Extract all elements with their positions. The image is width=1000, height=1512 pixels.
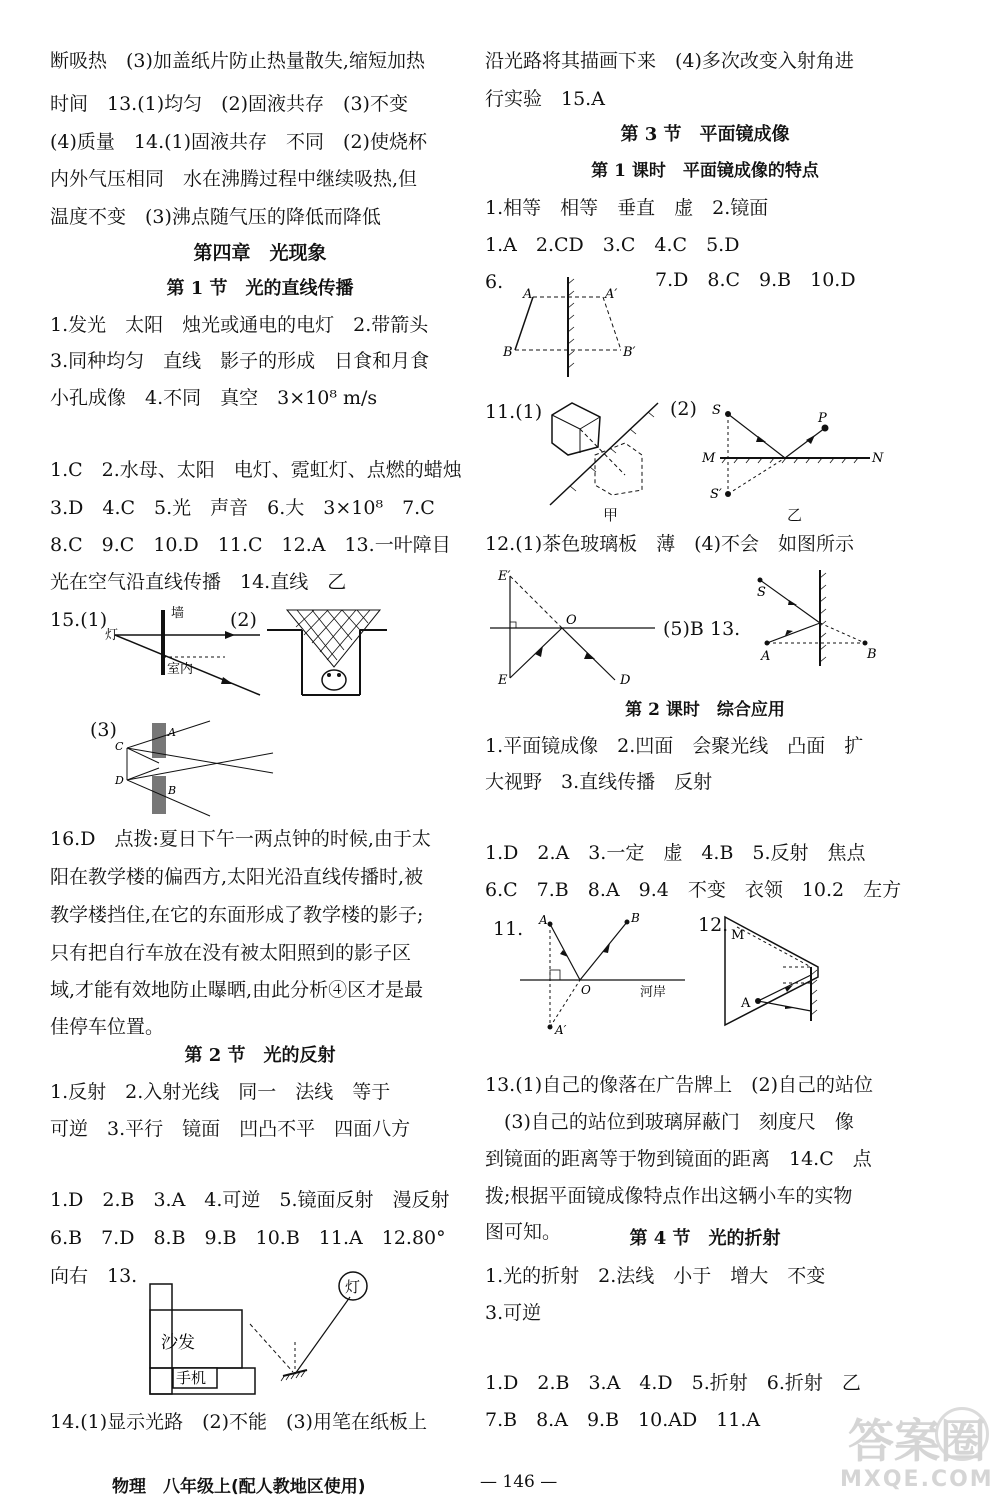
point-b: B bbox=[631, 911, 640, 925]
point-s: S bbox=[712, 403, 721, 418]
sofa-label: 沙发 bbox=[161, 1333, 195, 1353]
q13-figure bbox=[755, 568, 885, 668]
text-line: 到镜面的距离等于物到镜面的距离 14.C 点 bbox=[485, 1148, 872, 1170]
answer-line: 6.B 7.D 8.B 9.B 10.B 11.A 12.80° bbox=[50, 1227, 446, 1249]
point-c: C bbox=[115, 740, 124, 753]
point-d: D bbox=[115, 774, 124, 787]
room-label: 室内 bbox=[167, 662, 194, 677]
point-d: D bbox=[620, 673, 631, 688]
figure-caption: 乙 bbox=[787, 506, 803, 524]
question-label: 11.(1) bbox=[485, 401, 543, 423]
answer-line: 6.C 7.B 8.A 9.4 不变 衣领 10.2 左方 bbox=[485, 879, 902, 901]
text-line: 拨;根据平面镜成像特点作出这辆小车的实物 bbox=[485, 1185, 853, 1207]
q13-figure bbox=[145, 1262, 425, 1402]
point-b: B bbox=[503, 345, 513, 360]
text-line: 内外气压相同 水在沸腾过程中继续吸热,但 bbox=[50, 168, 418, 190]
frog-icon bbox=[322, 670, 346, 690]
point-b: B bbox=[168, 784, 177, 797]
answer-line: 1.D 2.A 3.一定 虚 4.B 5.反射 焦点 bbox=[485, 842, 866, 864]
section-title: 第 3 节 平面镜成像 bbox=[620, 124, 790, 145]
answer-line: 光在空气沿直线传播 14.直线 乙 bbox=[50, 571, 347, 593]
q15-figure-3 bbox=[115, 718, 275, 818]
text-line: 断吸热 (3)加盖纸片防止热量散失,缩短加热 bbox=[50, 50, 425, 72]
point-o: O bbox=[566, 613, 577, 628]
point-s: S bbox=[757, 585, 766, 600]
q15-figure-2 bbox=[262, 605, 392, 700]
text-line: 沿光路将其描画下来 (4)多次改变入射角进 bbox=[485, 50, 854, 72]
answer-line: 1.A 2.CD 3.C 4.C 5.D bbox=[485, 234, 740, 256]
phone-label: 手机 bbox=[176, 1369, 207, 1387]
point-b: B bbox=[867, 647, 877, 662]
text-line: 1.反射 2.入射光线 同一 法线 等于 bbox=[50, 1081, 391, 1103]
q11-figure-1 bbox=[540, 395, 665, 520]
text-line: 1.发光 太阳 烛光或通电的电灯 2.带箭头 bbox=[50, 314, 429, 336]
text-line: 图可知。 bbox=[485, 1221, 562, 1243]
text-line: 1.平面镜成像 2.凹面 会聚光线 凸面 扩 bbox=[485, 735, 864, 757]
text-line: (4)质量 14.(1)固液共存 不同 (2)使烧杯 bbox=[50, 131, 427, 153]
section-title: 第 4 节 光的折射 bbox=[629, 1228, 781, 1249]
text-line: 佳停车位置。 bbox=[50, 1016, 165, 1038]
point-p: P bbox=[818, 411, 827, 426]
text-line: 大视野 3.直线传播 反射 bbox=[485, 771, 713, 793]
text-line: 教学楼挡住,在它的东面形成了教学楼的影子; bbox=[50, 904, 424, 926]
point-a: A bbox=[761, 649, 771, 664]
text-line: 13.(1)自己的像落在广告牌上 (2)自己的站位 bbox=[485, 1074, 874, 1096]
q11-figure-2 bbox=[690, 402, 890, 502]
page-number: — 146 — bbox=[480, 1472, 558, 1492]
text-line: 3.同种均匀 直线 影子的形成 日食和月食 bbox=[50, 350, 430, 372]
lamp-label: 灯 bbox=[345, 1278, 361, 1296]
text-line: 12.(1)茶色玻璃板 薄 (4)不会 如图所示 bbox=[485, 533, 855, 555]
point-a: A bbox=[168, 726, 176, 739]
answer-line: 1.D 2.B 3.A 4.D 5.折射 6.折射 乙 bbox=[485, 1372, 861, 1394]
q12b-figure bbox=[723, 915, 833, 1030]
text-line: 3.可逆 bbox=[485, 1302, 542, 1324]
text-line: 小孔成像 4.不同 真空 3×10⁸ m/s bbox=[50, 387, 378, 409]
text-line: 域,才能有效地防止曝晒,由此分析④区才是最 bbox=[50, 979, 424, 1001]
figure-caption: 甲 bbox=[603, 506, 619, 524]
q6-figure bbox=[503, 272, 653, 382]
question-label: 向右 13. bbox=[50, 1265, 138, 1287]
point-m: M bbox=[731, 928, 745, 943]
point-o: O bbox=[581, 983, 591, 997]
question-label: (2) bbox=[670, 398, 697, 420]
text-line: 温度不变 (3)沸点随气压的降低而降低 bbox=[50, 206, 381, 228]
wall-label: 墙 bbox=[171, 606, 185, 621]
answer-line: 8.C 9.C 10.D 11.C 12.A 13.一叶障目 bbox=[50, 534, 451, 556]
chapter-title: 第四章 光现象 bbox=[193, 242, 327, 264]
watermark-logo bbox=[840, 1405, 994, 1505]
text-line: 1.光的折射 2.法线 小于 增大 不变 bbox=[485, 1265, 826, 1287]
answer-line: 1.D 2.B 3.A 4.可逆 5.镜面反射 漫反射 bbox=[50, 1189, 450, 1211]
point-a-prime: A′ bbox=[555, 1023, 567, 1037]
watermark-top-text: 答案圈 bbox=[848, 1414, 986, 1468]
text-line: 时间 13.(1)均匀 (2)固液共存 (3)不变 bbox=[50, 93, 408, 115]
question-label: 13. bbox=[710, 618, 741, 640]
point-e: E bbox=[498, 673, 508, 688]
q11b-figure bbox=[515, 912, 690, 1037]
answer-line: (5)B bbox=[663, 618, 704, 640]
point-a: A bbox=[523, 287, 533, 302]
answer-line: 1.C 2.水母、太阳 电灯、霓虹灯、点燃的蜡烛 bbox=[50, 459, 462, 481]
question-label: (3) bbox=[90, 719, 117, 741]
footer-subject-grade: 物理 八年级上(配人教地区使用) bbox=[112, 1477, 366, 1497]
answer-line: 7.B 8.A 9.B 10.AD 11.A bbox=[485, 1409, 761, 1431]
text-line: 阳在教学楼的偏西方,太阳光沿直线传播时,被 bbox=[50, 866, 424, 888]
lamp-label: 灯 bbox=[105, 628, 119, 643]
point-e-prime: E′ bbox=[498, 569, 511, 584]
question-label: 11. bbox=[493, 918, 524, 940]
text-line: 14.(1)显示光路 (2)不能 (3)用笔在纸板上 bbox=[50, 1411, 427, 1433]
section-title: 第 2 节 光的反射 bbox=[184, 1045, 336, 1066]
answer-line: 3.D 4.C 5.光 声音 6.大 3×10⁸ 7.C bbox=[50, 497, 435, 519]
point-m: M bbox=[702, 451, 716, 466]
point-s-prime: S′ bbox=[710, 487, 722, 502]
section-title: 第 1 节 光的直线传播 bbox=[166, 278, 354, 299]
river-bank-label: 河岸 bbox=[640, 985, 667, 1000]
point-n: N bbox=[872, 451, 884, 466]
question-label: 6. bbox=[485, 271, 504, 293]
point-b-prime: B′ bbox=[623, 345, 636, 360]
lesson-title: 第 1 课时 平面镜成像的特点 bbox=[591, 161, 819, 181]
point-a-prime: A′ bbox=[605, 287, 618, 302]
q12-figure bbox=[490, 568, 660, 688]
question-label: 15.(1) bbox=[50, 609, 108, 631]
question-label: (2) bbox=[230, 609, 257, 631]
text-line: 可逆 3.平行 镜面 凹凸不平 四面八方 bbox=[50, 1118, 411, 1140]
lesson-title: 第 2 课时 综合应用 bbox=[625, 700, 785, 720]
text-line: 只有把自行车放在没有被太阳照到的影子区 bbox=[50, 942, 412, 964]
text-line: 1.相等 相等 垂直 虚 2.镜面 bbox=[485, 197, 769, 219]
point-a: A bbox=[741, 996, 751, 1011]
answer-line: 7.D 8.C 9.B 10.D bbox=[655, 269, 856, 291]
text-line: 行实验 15.A bbox=[485, 88, 605, 110]
question-label: 12. bbox=[698, 914, 729, 936]
text-line: (3)自己的站位到玻璃屏蔽门 刻度尺 像 bbox=[485, 1111, 854, 1133]
point-a: A bbox=[539, 913, 548, 927]
text-line: 16.D 点拨:夏日下午一两点钟的时候,由于太 bbox=[50, 828, 431, 850]
watermark-bottom-text: MXQE.COM bbox=[840, 1467, 994, 1492]
